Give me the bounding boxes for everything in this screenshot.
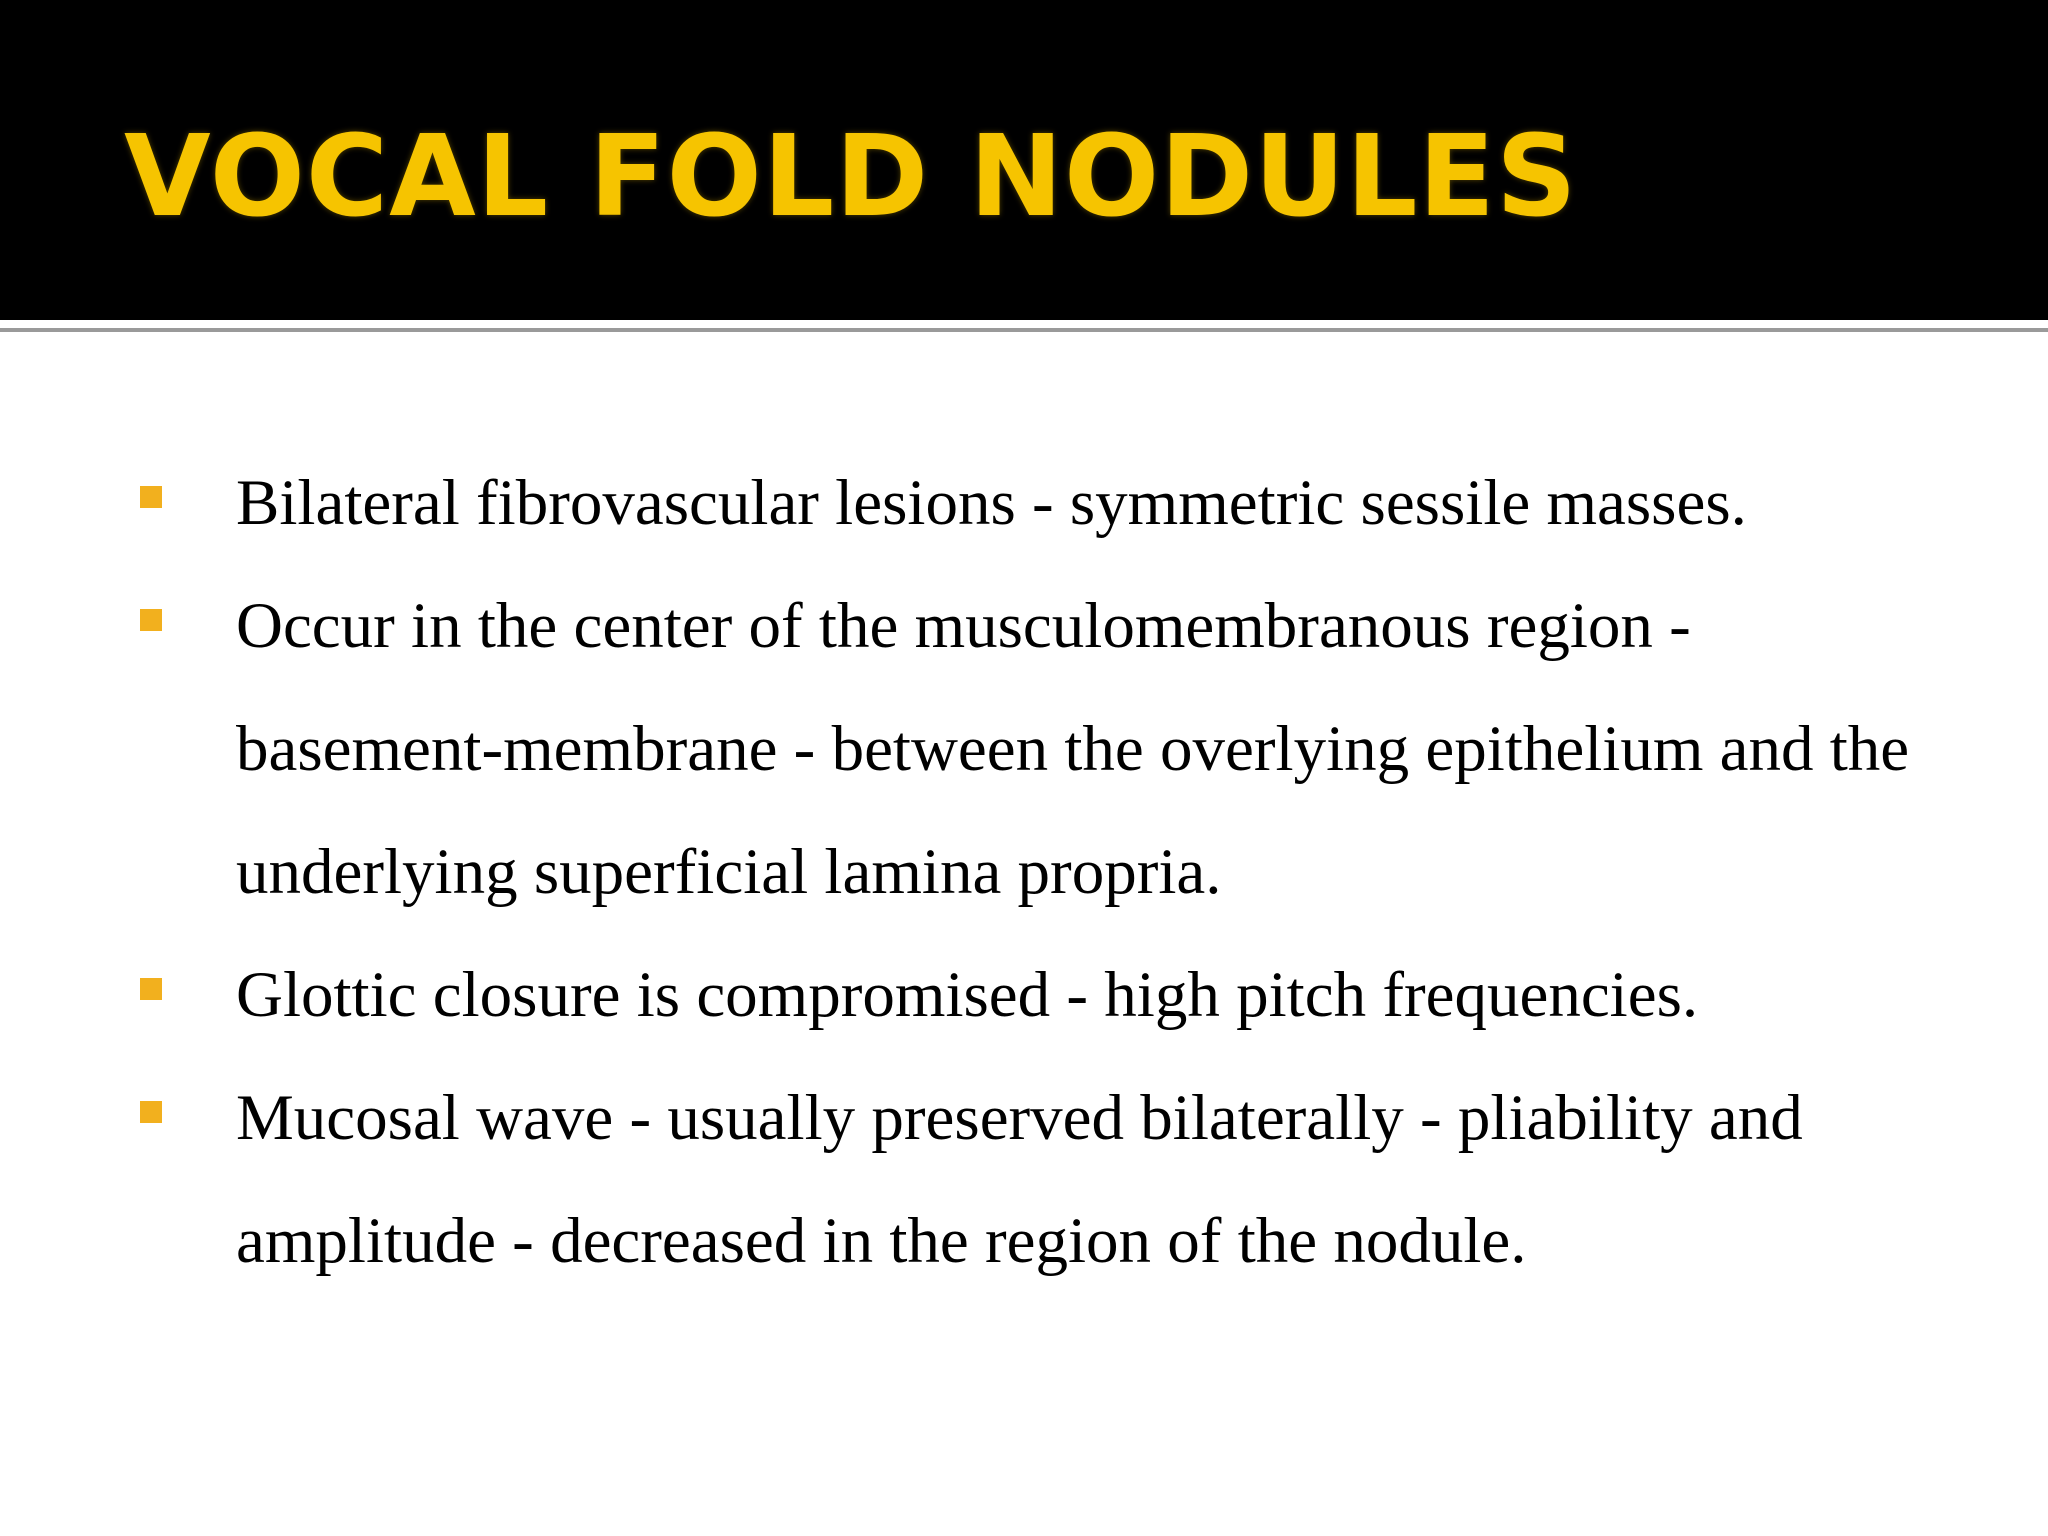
bullet-text: Glottic closure is compromised - high pitch frequencies. (236, 959, 1699, 1031)
bullet-item-3 (140, 934, 1960, 1057)
square-bullet-icon (140, 486, 162, 508)
bullet-item-1 (140, 442, 1960, 565)
bullet-item-2 (140, 565, 1960, 934)
bullet-text: Occur in the center of the musculomembranous region - basement-membrane - between the overlying epithelium and the underlying superficial lamina propria. (236, 590, 1910, 908)
square-bullet-icon (140, 978, 162, 1000)
bullet-item-4 (140, 1057, 1960, 1303)
bullet-list (140, 442, 1960, 1303)
bullet-text: Bilateral fibrovascular lesions - symmetric sessile masses. (236, 467, 1747, 539)
bullet-text: Mucosal wave - usually preserved bilaterally - pliability and amplitude - decreased in the region of the nodule. (236, 1082, 1803, 1277)
square-bullet-icon (140, 609, 162, 631)
square-bullet-icon (140, 1101, 162, 1123)
slide-title: VOCAL FOLD NODULES (124, 112, 1578, 242)
